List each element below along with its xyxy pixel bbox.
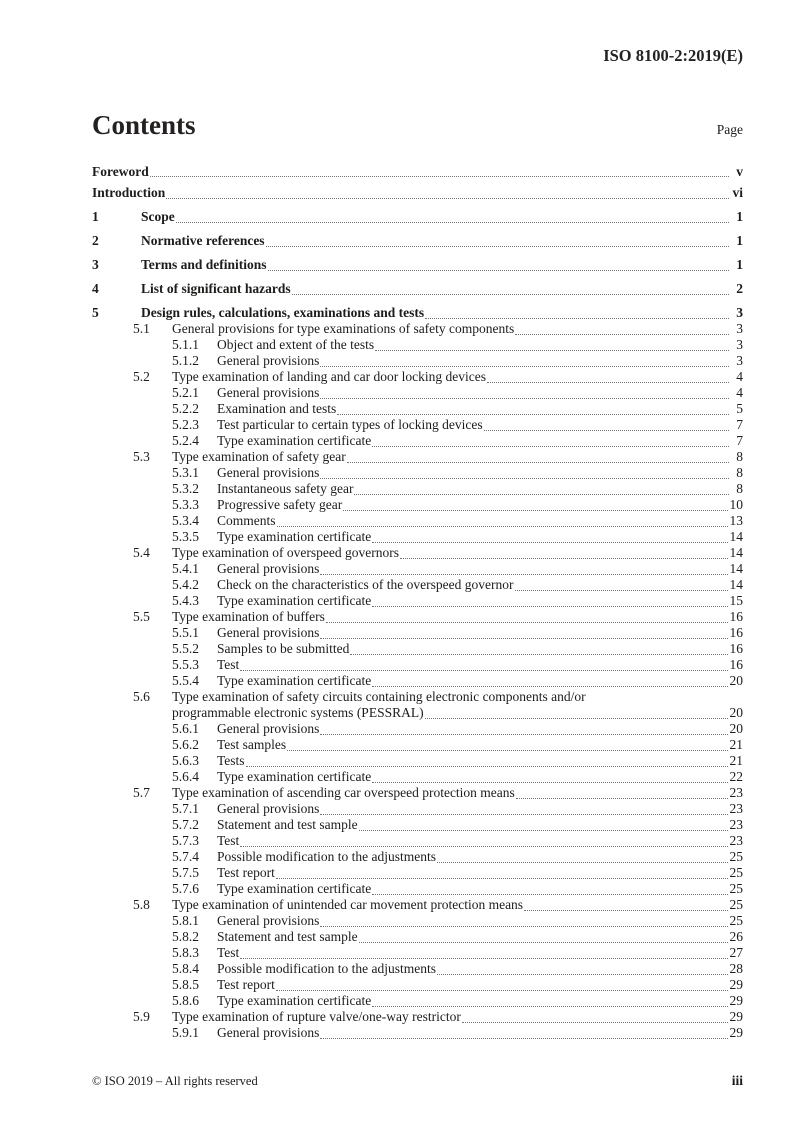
clause-number: 5.3 xyxy=(133,449,150,464)
entry-title: Instantaneous safety gear xyxy=(217,481,354,496)
entry-title: Type examination of landing and car door locking devices xyxy=(172,369,486,384)
dot-leader xyxy=(166,198,729,199)
dot-leader xyxy=(337,414,729,415)
entry-title: General provisions xyxy=(217,561,320,576)
entry-title: Test report xyxy=(217,977,275,992)
toc-entry xyxy=(92,337,743,353)
entry-page-number: 3 xyxy=(736,353,743,368)
toc-entry xyxy=(92,961,743,977)
clause-number: 5.6.1 xyxy=(172,721,199,736)
dot-leader xyxy=(320,574,727,575)
clause-number: 5.6 xyxy=(133,689,150,704)
clause-number: 5.3.2 xyxy=(172,481,199,496)
entry-page-number: 22 xyxy=(729,769,743,784)
entry-page-number: 7 xyxy=(736,417,743,432)
clause-number: 5.7.4 xyxy=(172,849,199,864)
dot-leader xyxy=(320,926,727,927)
dot-leader xyxy=(320,734,727,735)
entry-page-number: 23 xyxy=(729,833,743,848)
entry-title: Statement and test sample xyxy=(217,929,358,944)
document-reference: ISO 8100-2:2019(E) xyxy=(603,46,743,65)
entry-page-number: 8 xyxy=(736,465,743,480)
entry-page-number: 25 xyxy=(729,913,743,928)
entry-page-number: 26 xyxy=(729,929,743,944)
toc-entry xyxy=(92,561,743,577)
clause-number: 4 xyxy=(92,281,99,296)
clause-number: 5.5 xyxy=(133,609,150,624)
entry-title: Normative references xyxy=(141,233,265,248)
entry-page-number: 7 xyxy=(736,433,743,448)
entry-title: General provisions xyxy=(217,625,320,640)
toc-entry xyxy=(92,513,743,529)
dot-leader xyxy=(266,246,729,247)
clause-number: 5.8.6 xyxy=(172,993,199,1008)
toc-entry xyxy=(92,993,743,1009)
dot-leader xyxy=(425,718,728,719)
toc-entry xyxy=(92,897,743,913)
clause-number: 5.8.2 xyxy=(172,929,199,944)
toc-entry xyxy=(92,529,743,545)
entry-page-number: 29 xyxy=(729,977,743,992)
toc-entry xyxy=(92,417,743,433)
entry-page-number: 23 xyxy=(729,785,743,800)
entry-title: Test particular to certain types of locking devices xyxy=(217,417,483,432)
dot-leader xyxy=(320,478,729,479)
entry-title: Type examination of buffers xyxy=(172,609,325,624)
toc-entry xyxy=(92,801,743,817)
clause-number: 5.2.2 xyxy=(172,401,199,416)
clause-number: 5.5.2 xyxy=(172,641,199,656)
toc-entry xyxy=(92,593,743,609)
entry-page-number: vi xyxy=(732,185,743,200)
toc-entry xyxy=(92,673,743,689)
clause-number: 5.2.4 xyxy=(172,433,199,448)
entry-page-number: 21 xyxy=(729,737,743,752)
clause-number: 5.4 xyxy=(133,545,150,560)
clause-number: 5.5.3 xyxy=(172,657,199,672)
dot-leader xyxy=(240,958,727,959)
dot-leader xyxy=(347,462,729,463)
entry-page-number: 21 xyxy=(729,753,743,768)
page-column-label: Page xyxy=(716,122,743,137)
toc-entry xyxy=(92,369,743,385)
entry-page-number: 1 xyxy=(736,233,743,248)
clause-number: 5.7 xyxy=(133,785,150,800)
dot-leader xyxy=(372,782,727,783)
clause-number: 5.8.5 xyxy=(172,977,199,992)
clause-number: 5.7.3 xyxy=(172,833,199,848)
entry-title: General provisions xyxy=(217,801,320,816)
entry-page-number: 20 xyxy=(729,705,743,720)
clause-number: 5.8.4 xyxy=(172,961,199,976)
entry-page-number: 20 xyxy=(729,721,743,736)
toc-entry xyxy=(92,281,743,297)
dot-leader xyxy=(524,910,727,911)
dot-leader xyxy=(359,942,728,943)
entry-title: Test xyxy=(217,945,240,960)
entry-page-number: 29 xyxy=(729,1025,743,1040)
entry-page-number: 14 xyxy=(729,561,743,576)
toc-entry xyxy=(92,817,743,833)
dot-leader xyxy=(400,558,728,559)
entry-title: Test samples xyxy=(217,737,287,752)
toc-entry xyxy=(92,881,743,897)
entry-page-number: v xyxy=(736,163,743,179)
contents-heading-row xyxy=(92,110,743,141)
entry-title: Examination and tests xyxy=(217,401,337,416)
clause-number: 5.9.1 xyxy=(172,1025,199,1040)
entry-title: Check on the characteristics of the overspeed governor xyxy=(217,577,514,592)
entry-title: Possible modification to the adjustments xyxy=(217,961,436,976)
toc-entry xyxy=(92,625,743,641)
entry-page-number: 29 xyxy=(729,1009,743,1024)
dot-leader xyxy=(484,430,729,431)
clause-number: 5.3.4 xyxy=(172,513,199,528)
page-title: Contents xyxy=(92,110,196,140)
dot-leader xyxy=(343,510,727,511)
clause-number: 5.3.3 xyxy=(172,497,199,512)
dot-leader xyxy=(292,294,729,295)
entry-page-number: 23 xyxy=(729,801,743,816)
dot-leader xyxy=(240,670,727,671)
dot-leader xyxy=(375,350,729,351)
clause-number: 5.7.1 xyxy=(172,801,199,816)
entry-page-number: 25 xyxy=(729,865,743,880)
entry-page-number: 25 xyxy=(729,881,743,896)
toc-entry xyxy=(92,641,743,657)
clause-number: 5.5.1 xyxy=(172,625,199,640)
entry-page-number: 10 xyxy=(729,497,743,512)
toc-entry xyxy=(92,577,743,593)
entry-page-number: 29 xyxy=(729,993,743,1008)
entry-title: General provisions xyxy=(217,1025,320,1040)
toc-entry xyxy=(92,209,743,225)
entry-title: General provisions xyxy=(217,465,320,480)
entry-title: Type examination certificate xyxy=(217,993,372,1008)
clause-number: 5.2.1 xyxy=(172,385,199,400)
entry-page-number: 13 xyxy=(729,513,743,528)
entry-title: Tests xyxy=(217,753,245,768)
clause-number: 5.3.5 xyxy=(172,529,199,544)
toc-entry xyxy=(92,945,743,961)
dot-leader xyxy=(150,176,729,177)
entry-title: General provisions xyxy=(217,353,320,368)
clause-number: 5.7.6 xyxy=(172,881,199,896)
entry-title: Type examination of rupture valve/one-way restrictor xyxy=(172,1009,461,1024)
toc-entry xyxy=(92,353,743,369)
entry-title: Scope xyxy=(141,209,175,224)
entry-page-number: 14 xyxy=(729,545,743,560)
dot-leader xyxy=(326,622,728,623)
dot-leader xyxy=(515,590,728,591)
clause-number: 5.3.1 xyxy=(172,465,199,480)
clause-number: 5.2 xyxy=(133,369,150,384)
entry-title: Type examination certificate xyxy=(217,881,372,896)
toc-entry xyxy=(92,401,743,417)
entry-page-number: 25 xyxy=(729,897,743,912)
entry-page-number: 4 xyxy=(736,369,743,384)
entry-page-number: 2 xyxy=(736,281,743,296)
toc-entry xyxy=(92,865,743,881)
entry-title: Type examination of ascending car overspeed protection means xyxy=(172,785,515,800)
dot-leader xyxy=(372,1006,727,1007)
toc-entry xyxy=(92,849,743,865)
toc-entry xyxy=(92,769,743,785)
clause-number: 5.7.5 xyxy=(172,865,199,880)
dot-leader xyxy=(176,222,729,223)
dot-leader xyxy=(359,830,728,831)
dot-leader xyxy=(487,382,729,383)
clause-number: 5.6.3 xyxy=(172,753,199,768)
clause-number: 5.6.2 xyxy=(172,737,199,752)
toc-entry xyxy=(92,545,743,561)
clause-number: 5.7.2 xyxy=(172,817,199,832)
entry-page-number: 4 xyxy=(736,385,743,400)
entry-page-number: 14 xyxy=(729,577,743,592)
entry-page-number: 15 xyxy=(729,593,743,608)
toc-entry xyxy=(92,929,743,945)
entry-page-number: 20 xyxy=(729,673,743,688)
toc-entry xyxy=(92,164,743,180)
entry-page-number: 5 xyxy=(736,401,743,416)
dot-leader xyxy=(276,878,728,879)
clause-number: 5.6.4 xyxy=(172,769,199,784)
dot-leader xyxy=(462,1022,728,1023)
entry-title: Possible modification to the adjustments xyxy=(217,849,436,864)
entry-title: Type examination certificate xyxy=(217,593,372,608)
dot-leader xyxy=(372,894,727,895)
clause-number: 5.8.3 xyxy=(172,945,199,960)
clause-number: 5.2.3 xyxy=(172,417,199,432)
entry-title: General provisions xyxy=(217,385,320,400)
dot-leader xyxy=(277,526,728,527)
toc-entry xyxy=(92,497,743,513)
entry-page-number: 1 xyxy=(736,257,743,272)
entry-title: Foreword xyxy=(92,163,149,179)
entry-page-number: 3 xyxy=(736,321,743,336)
toc-entry xyxy=(92,185,743,201)
entry-page-number: 8 xyxy=(736,481,743,496)
clause-number: 5.5.4 xyxy=(172,673,199,688)
page-footer xyxy=(92,1073,743,1089)
entry-title: List of significant hazards xyxy=(141,281,291,296)
toc-entry xyxy=(92,321,743,337)
dot-leader xyxy=(516,798,728,799)
entry-page-number: 16 xyxy=(729,609,743,624)
entry-title: Samples to be submitted xyxy=(217,641,350,656)
toc-entry xyxy=(92,257,743,273)
clause-number: 5.4.1 xyxy=(172,561,199,576)
entry-title: Type examination certificate xyxy=(217,529,372,544)
clause-number: 5.1.2 xyxy=(172,353,199,368)
entry-title: Object and extent of the tests xyxy=(217,337,375,352)
entry-title: General provisions xyxy=(217,913,320,928)
dot-leader xyxy=(372,606,727,607)
entry-page-number: 1 xyxy=(736,209,743,224)
entry-title: Type examination certificate xyxy=(217,433,372,448)
dot-leader xyxy=(320,638,727,639)
entry-title: Type examination of overspeed governors xyxy=(172,545,399,560)
entry-page-number: 14 xyxy=(729,529,743,544)
clause-number: 5.8 xyxy=(133,897,150,912)
entry-title: Design rules, calculations, examinations and tests xyxy=(141,305,425,320)
toc-entry xyxy=(92,1025,743,1041)
entry-page-number: 23 xyxy=(729,817,743,832)
entry-title: Test xyxy=(217,833,240,848)
entry-page-number: 16 xyxy=(729,625,743,640)
entry-title: Type examination of safety circuits containing electronic components and/or xyxy=(172,689,586,704)
dot-leader xyxy=(354,494,729,495)
dot-leader xyxy=(287,750,727,751)
toc-entry xyxy=(92,657,743,673)
entry-page-number: 8 xyxy=(736,449,743,464)
clause-number: 5 xyxy=(92,305,99,320)
clause-number: 2 xyxy=(92,233,99,248)
entry-title: Type examination of unintended car movement protection means xyxy=(172,897,524,912)
dot-leader xyxy=(515,334,729,335)
toc-entry xyxy=(92,785,743,801)
dot-leader xyxy=(372,686,727,687)
toc-entry xyxy=(92,449,743,465)
dot-leader xyxy=(246,766,728,767)
clause-number: 5.8.1 xyxy=(172,913,199,928)
dot-leader xyxy=(425,318,729,319)
toc-entry xyxy=(92,233,743,249)
toc-entry-continuation xyxy=(92,705,743,721)
entry-title: Introduction xyxy=(92,185,166,200)
toc-entry xyxy=(92,609,743,625)
toc-entry xyxy=(92,481,743,497)
toc-entry xyxy=(92,753,743,769)
toc-entry xyxy=(92,913,743,929)
toc-list xyxy=(92,158,743,1041)
entry-page-number: 27 xyxy=(729,945,743,960)
dot-leader xyxy=(437,974,728,975)
dot-leader xyxy=(276,990,728,991)
entry-title-line2: programmable electronic systems (PESSRAL) xyxy=(172,705,424,720)
entry-title: Type examination of safety gear xyxy=(172,449,346,464)
toc-entry xyxy=(92,305,743,321)
toc-entry xyxy=(92,465,743,481)
toc-entry xyxy=(92,1009,743,1025)
dot-leader xyxy=(372,542,727,543)
dot-leader xyxy=(437,862,728,863)
entry-title: Progressive safety gear xyxy=(217,497,343,512)
dot-leader xyxy=(372,446,729,447)
folio-page-number: iii xyxy=(731,1073,743,1088)
clause-number: 1 xyxy=(92,209,99,224)
entry-page-number: 25 xyxy=(729,849,743,864)
entry-title: Test report xyxy=(217,865,275,880)
toc-entry xyxy=(92,385,743,401)
toc-entry xyxy=(92,977,743,993)
clause-number: 5.4.2 xyxy=(172,577,199,592)
entry-title: Type examination certificate xyxy=(217,769,372,784)
entry-page-number: 3 xyxy=(736,337,743,352)
entry-title: Comments xyxy=(217,513,276,528)
toc-entry xyxy=(92,433,743,449)
dot-leader xyxy=(320,814,727,815)
toc-entry xyxy=(92,833,743,849)
clause-number: 3 xyxy=(92,257,99,272)
dot-leader xyxy=(320,398,729,399)
entry-page-number: 16 xyxy=(729,641,743,656)
clause-number: 5.1.1 xyxy=(172,337,199,352)
toc-entry xyxy=(92,737,743,753)
clause-number: 5.1 xyxy=(133,321,150,336)
entry-page-number: 3 xyxy=(736,305,743,320)
copyright-notice: © ISO 2019 – All rights reserved xyxy=(92,1074,258,1088)
entry-title: Type examination certificate xyxy=(217,673,372,688)
entry-title: Test xyxy=(217,657,240,672)
dot-leader xyxy=(350,654,727,655)
dot-leader xyxy=(320,1038,727,1039)
dot-leader xyxy=(320,366,729,367)
toc-entry xyxy=(92,689,743,705)
dot-leader xyxy=(268,270,729,271)
clause-number: 5.4.3 xyxy=(172,593,199,608)
clause-number: 5.9 xyxy=(133,1009,150,1024)
entry-page-number: 16 xyxy=(729,657,743,672)
entry-page-number: 28 xyxy=(729,961,743,976)
entry-title: General provisions xyxy=(217,721,320,736)
entry-title: Statement and test sample xyxy=(217,817,358,832)
toc-entry xyxy=(92,721,743,737)
entry-title: Terms and definitions xyxy=(141,257,267,272)
dot-leader xyxy=(240,846,727,847)
entry-title: General provisions for type examinations of safety components xyxy=(172,321,515,336)
